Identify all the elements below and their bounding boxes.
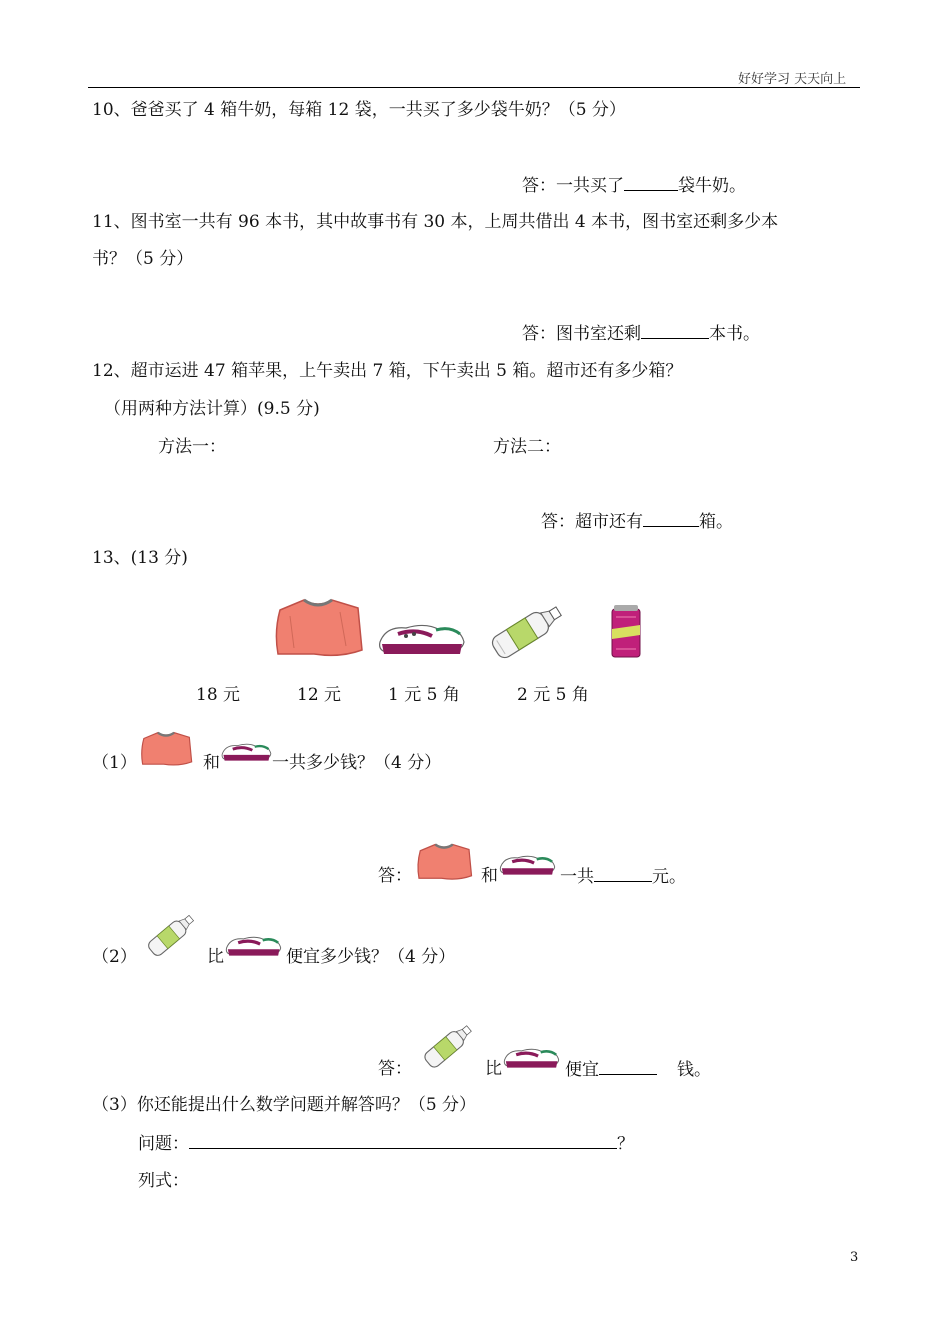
shoe-icon (376, 618, 466, 664)
sub1-label: （1） (92, 753, 137, 773)
q12-method2: 方法二： (493, 437, 561, 457)
sub3-problem-end: ？ (617, 1134, 634, 1154)
sub1-answer-suffix: 元。 (652, 867, 686, 887)
sub2-question: 便宜多少钱？（4 分） (286, 947, 456, 967)
shoe-icon (502, 1042, 560, 1078)
q10-answer-prefix: 答：一共买了 (522, 176, 624, 196)
sub1-answer-and: 和 (481, 866, 498, 886)
price-bottle: 1 元 5 角 (388, 685, 460, 705)
header-rule (88, 87, 860, 88)
sub3-problem-label: 问题： (138, 1134, 189, 1154)
tshirt-icon (138, 730, 194, 772)
q11-answer-suffix: 本书。 (709, 324, 760, 344)
sub2-label: （2） (92, 947, 137, 967)
water-bottle-icon (482, 600, 568, 666)
q10-answer (522, 174, 746, 197)
q13-title: 13、(13 分) (92, 548, 188, 568)
q12-question: 12、超市运进 47 箱苹果，上午卖出 7 箱，下午卖出 5 箱。超市还有多少箱？ (92, 361, 683, 381)
shoe-icon (224, 930, 282, 966)
q12-answer-blank[interactable] (643, 510, 699, 527)
sub2-answer-tail (565, 1058, 711, 1081)
sub2-answer-blank[interactable] (599, 1058, 657, 1075)
sub3-question: （3）你还能提出什么数学问题并解答吗？（5 分） (92, 1095, 477, 1115)
sub2-answer-than: 比 (485, 1059, 502, 1079)
q11-question-line2: 书？（5 分） (92, 249, 194, 269)
tshirt-icon (414, 842, 474, 886)
sub3-problem (138, 1132, 634, 1155)
q12-answer-prefix: 答：超市还有 (541, 512, 643, 532)
q12-answer-suffix: 箱。 (699, 512, 733, 532)
sub2-answer-suffix: 钱。 (677, 1060, 711, 1080)
soda-can-icon (608, 603, 644, 665)
q10-question: 10、爸爸买了 4 箱牛奶，每箱 12 袋，一共买了多少袋牛奶？（5 分） (92, 100, 626, 120)
water-bottle-icon (416, 1020, 478, 1076)
water-bottle-icon (140, 910, 200, 964)
price-tshirt: 18 元 (196, 685, 241, 705)
q12-instruction: （用两种方法计算）(9.5 分) (104, 399, 320, 419)
sub2-answer-cheaper: 便宜 (565, 1060, 599, 1080)
page-number: 3 (850, 1250, 859, 1265)
price-shoe: 12 元 (297, 685, 342, 705)
q11-answer-prefix: 答：图书室还剩 (522, 324, 641, 344)
price-can: 2 元 5 角 (517, 685, 589, 705)
header-motto: 好好学习 天天向上 (738, 72, 847, 87)
shoe-icon (498, 850, 556, 884)
sub3-problem-blank[interactable] (189, 1132, 617, 1149)
sub1-answer-prefix: 答： (378, 866, 412, 886)
sub1-answer-blank[interactable] (594, 865, 652, 882)
q11-answer-blank[interactable] (641, 322, 709, 339)
sub2-than: 比 (207, 947, 224, 967)
sub1-answer-total: 一共 (560, 867, 594, 887)
sub1-answer-tail (560, 865, 686, 888)
q12-answer (541, 510, 733, 533)
q10-answer-suffix: 袋牛奶。 (678, 176, 746, 196)
sub2-answer-prefix: 答： (378, 1059, 412, 1079)
q10-answer-blank[interactable] (624, 174, 678, 191)
q12-method1: 方法一： (158, 437, 226, 457)
sub1-question: 一共多少钱？（4 分） (272, 753, 442, 773)
q11-answer (522, 322, 760, 345)
q11-question-line1: 11、图书室一共有 96 本书，其中故事书有 30 本，上周共借出 4 本书，图书室还剩多少本 (92, 212, 779, 232)
shoe-icon (220, 738, 272, 770)
sub1-and: 和 (203, 753, 220, 773)
sub3-formula-label: 列式： (138, 1171, 189, 1191)
tshirt-icon (270, 596, 366, 664)
